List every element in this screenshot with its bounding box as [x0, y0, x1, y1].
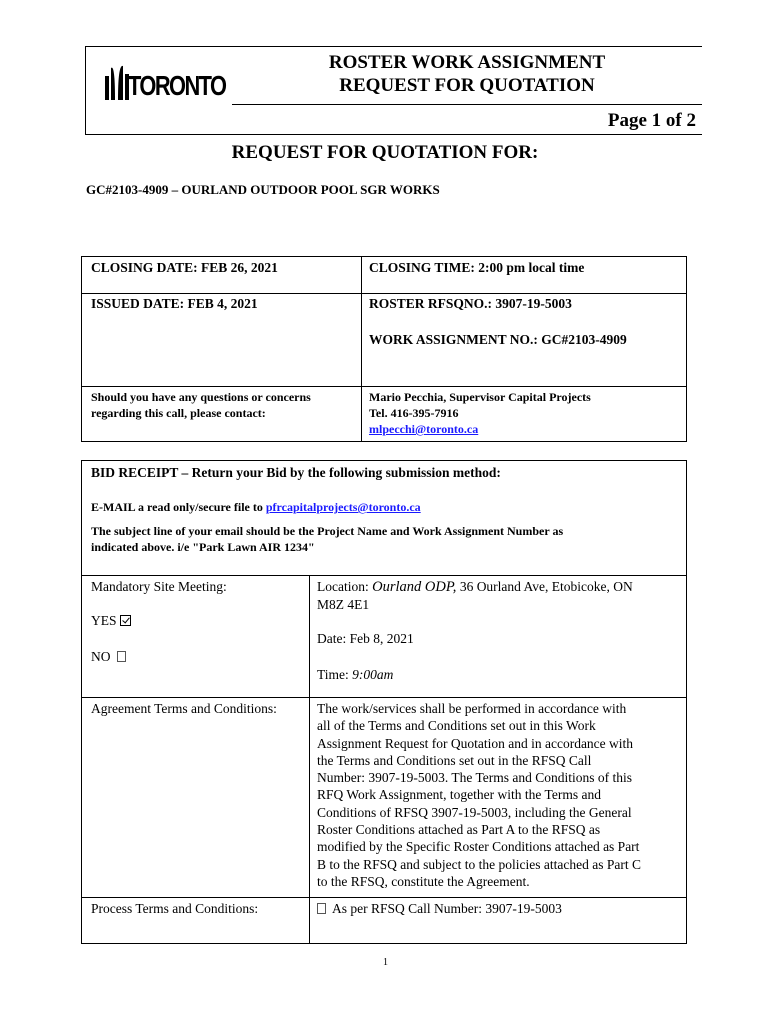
doc-title-line2: REQUEST FOR QUOTATION [339, 75, 595, 96]
location-address: 36 Ourland Ave, Etobicoke, ON [456, 579, 633, 594]
agreement-line: Number: 3907-19-5003. The Terms and Conditions of this [317, 770, 633, 786]
meeting-time [317, 668, 393, 682]
meeting-location [317, 580, 633, 595]
issued-date: ISSUED DATE: FEB 4, 2021 [91, 296, 258, 311]
page-indicator: Page 1 of 2 [607, 110, 696, 131]
subject-line-note-2: indicated above. i/e "Park Lawn AIR 1234" [91, 540, 315, 554]
bid-email-instruction [91, 501, 421, 513]
project-title: GC#2103-4909 – OURLAND OUTDOOR POOL SGR WORKS [86, 182, 440, 197]
location-name: Ourland ODP, [372, 579, 457, 595]
header-bottom-rule [85, 134, 702, 135]
location-postal-code: M8Z 4E1 [317, 597, 370, 612]
header-mid-rule [232, 104, 702, 105]
yes-label: YES [91, 613, 117, 628]
toronto-logo [104, 62, 226, 106]
no-checkbox[interactable] [117, 651, 126, 662]
agreement-line: Roster Conditions attached as Part A to the RFSQ as [317, 822, 601, 838]
bid-receipt-heading: BID RECEIPT – Return your Bid by the following submission method: [91, 465, 501, 480]
no-label: NO [91, 649, 111, 664]
agreement-line: to the RFSQ, constitute the Agreement. [317, 873, 530, 889]
agreement-line: Assignment Request for Quotation and in accordance with [317, 735, 634, 751]
agreement-label: Agreement Terms and Conditions: [91, 701, 277, 716]
contact-phone: Tel. 416-395-7916 [369, 406, 459, 420]
agreement-line: the Terms and Conditions set out in the RFSQ Call [317, 752, 592, 768]
agreement-text [317, 700, 685, 890]
header-top-rule [85, 46, 702, 47]
work-assignment-number: WORK ASSIGNMENT NO.: GC#2103-4909 [369, 332, 627, 347]
yes-checkbox[interactable] [120, 615, 131, 626]
agreement-line: The work/services shall be performed in accordance with [317, 701, 627, 716]
process-value [317, 902, 562, 916]
footer-page-number: 1 [383, 957, 388, 968]
time-value: 9:00am [352, 667, 394, 682]
city-hall-icon [104, 62, 130, 102]
site-meeting-label: Mandatory Site Meeting: [91, 579, 227, 594]
logo-wordmark: TORONTO [128, 70, 226, 101]
agreement-line: B to the RFSQ and subject to the policies attached as Part C [317, 856, 641, 872]
agreement-line: all of the Terms and Conditions set out in this Work [317, 718, 596, 734]
header-left-rule [85, 46, 86, 135]
closing-time: CLOSING TIME: 2:00 pm local time [369, 260, 585, 275]
site-meeting-yes [91, 614, 131, 628]
process-text: As per RFSQ Call Number: 3907-19-5003 [332, 901, 562, 916]
site-meeting-no [91, 650, 126, 664]
meeting-date: Date: Feb 8, 2021 [317, 631, 414, 646]
location-label: Location: [317, 579, 369, 594]
process-checkbox[interactable] [317, 903, 326, 914]
contact-email-link[interactable]: mlpecchi@toronto.ca [369, 422, 479, 436]
agreement-line: modified by the Specific Roster Conditions attached as Part [317, 839, 640, 855]
closing-date: CLOSING DATE: FEB 26, 2021 [91, 260, 278, 275]
roster-rfsq-number: ROSTER RFSQNO.: 3907-19-5003 [369, 296, 572, 311]
agreement-line: RFQ Work Assignment, together with the Terms and [317, 787, 601, 803]
doc-title-line1: ROSTER WORK ASSIGNMENT [328, 52, 606, 73]
agreement-line: Conditions of RFSQ 3907-19-5003, including the General [317, 804, 632, 820]
contact-name: Mario Pecchia, Supervisor Capital Projects [369, 390, 591, 404]
bid-email-link[interactable]: pfrcapitalprojects@toronto.ca [265, 500, 421, 514]
contact-prompt-line1: Should you have any questions or concerns [91, 390, 311, 404]
bid-email-prefix: E-MAIL a read only/secure file to [91, 500, 266, 514]
process-label: Process Terms and Conditions: [91, 901, 259, 916]
time-label: Time: [317, 667, 349, 682]
contact-prompt-line2: regarding this call, please contact: [91, 406, 266, 420]
subject-line-note-1: The subject line of your email should be the Project Name and Work Assignment Number as [91, 524, 564, 538]
request-for-heading: REQUEST FOR QUOTATION FOR: [231, 142, 539, 163]
